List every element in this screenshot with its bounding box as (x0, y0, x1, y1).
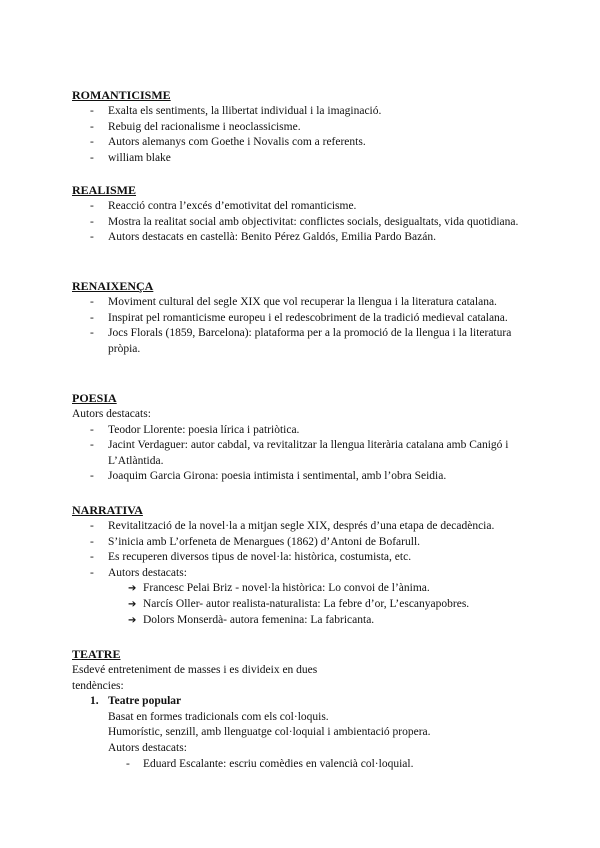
list-item-text: Rebuig del racionalisme i neoclassicisme. (108, 120, 301, 133)
list-item (72, 295, 532, 311)
list-item (72, 199, 532, 215)
list-item-text: Moviment cultural del segle XIX que vol recuperar la llengua i la literatura catalana. (108, 296, 497, 308)
bullet-dash: - (90, 423, 94, 436)
bullet-dash: - (90, 136, 94, 149)
arrow-icon: ➔ (128, 614, 137, 626)
author-text: Eduard Escalante: escriu comèdies en valencià col·loquial. (143, 757, 414, 770)
item-title: Teatre popular (108, 695, 182, 708)
heading-realisme: REALISME (72, 183, 137, 197)
bullet-dash: - (90, 105, 94, 117)
section-narrativa (72, 502, 532, 628)
teatre-intro-line1: Esdevé entreteniment de masses i es divideix en dues (72, 664, 318, 676)
heading-poesia: POESIA (72, 391, 117, 405)
section-poesia (72, 390, 532, 485)
list-item (72, 215, 532, 231)
list-item (72, 535, 532, 551)
author-text: Narcís Oller- autor realista-naturalista: La febre d’or, L’escanyapobres. (143, 597, 470, 610)
realisme-list (72, 199, 532, 246)
bullet-dash: - (90, 520, 94, 532)
list-item (72, 469, 532, 485)
heading-renaixenca: RENAIXENÇA (72, 279, 154, 293)
heading-romanticisme: ROMANTICISME (72, 88, 171, 102)
list-item (72, 120, 532, 136)
narrativa-authors-list (72, 581, 532, 628)
bullet-dash: - (90, 470, 94, 483)
list-item-text: Jacint Verdaguer: autor cabdal, va revitalitzar la llengua literària catalana amb Canigó i L’Atlàntida. (108, 439, 509, 467)
bullet-dash: - (90, 120, 94, 133)
section-renaixenca (72, 278, 532, 357)
numbered-item (72, 694, 532, 710)
author-item (72, 757, 532, 773)
author-item (72, 613, 532, 629)
list-item-text: Jocs Florals (1859, Barcelona): plataforma per a la promoció de la llengua i la literatura pròpia. (108, 327, 512, 355)
list-item-text: S’inicia amb L’orfeneta de Menargues (1862) d’Antoni de Bofarull. (108, 535, 421, 548)
bullet-dash: - (90, 200, 94, 212)
list-item (72, 550, 532, 566)
bullet-dash: - (126, 757, 130, 770)
list-item-text: Reacció contra l’excés d’emotivitat del romanticisme. (108, 200, 357, 212)
bullet-dash: - (90, 151, 94, 164)
item-number: 1. (90, 695, 99, 708)
list-item-text: Autors destacats en castellà: Benito Pérez Galdós, Emilia Pardo Bazán. (108, 231, 436, 244)
list-item (72, 438, 532, 469)
list-item (72, 151, 532, 167)
bullet-dash: - (90, 551, 94, 564)
list-item-text: Exalta els sentiments, la llibertat individual i la imaginació. (108, 105, 382, 117)
list-item-text: Joaquim Garcia Girona: poesia intimista i sentimental, amb l’obra Seidia. (108, 470, 447, 483)
heading-teatre: TEATRE (72, 647, 121, 661)
author-text: Dolors Monserdà- autora femenina: La fabricanta. (143, 613, 375, 626)
bullet-dash: - (90, 566, 94, 579)
bullet-dash: - (90, 311, 94, 324)
heading-narrativa: NARRATIVA (72, 503, 143, 517)
list-item-text: Autors alemanys com Goethe i Novalis com a referents. (108, 136, 366, 149)
list-item-text: Autors destacats: (108, 566, 187, 579)
author-text: Francesc Pelai Briz - novel·la històrica: Lo convoi de l’ànima. (143, 582, 430, 595)
list-item (72, 311, 532, 327)
bullet-dash: - (90, 231, 94, 244)
poesia-list (72, 423, 532, 485)
bullet-dash: - (90, 215, 94, 228)
list-item-text: Revitalització de la novel·la a mitjan segle XIX, després d’una etapa de decadència. (108, 520, 495, 532)
list-item-text: Inspirat pel romanticisme europeu i el redescobriment de la tradició medieval catalana. (108, 311, 508, 324)
bullet-dash: - (90, 535, 94, 548)
item-line: Autors destacats: (108, 741, 187, 754)
list-item-text: Teodor Llorente: poesia lírica i patriòtica. (108, 423, 300, 436)
list-item (72, 104, 532, 120)
arrow-icon: ➔ (128, 583, 137, 595)
author-item (72, 581, 532, 597)
romanticisme-list (72, 104, 532, 166)
section-teatre (72, 646, 532, 772)
poesia-intro: Autors destacats: (72, 408, 151, 420)
list-item-text: william blake (108, 151, 171, 164)
item-line: Basat en formes tradicionals com els col·loquis. (108, 710, 329, 723)
bullet-dash: - (90, 327, 94, 340)
bullet-dash: - (90, 296, 94, 308)
item-line: Humorístic, senzill, amb llenguatge col·loquial i ambientació propera. (108, 726, 431, 739)
bullet-dash: - (90, 439, 94, 452)
list-item (72, 423, 532, 439)
teatre-intro-line2: tendències: (72, 679, 124, 692)
section-romanticisme (72, 87, 532, 166)
list-item (72, 326, 532, 357)
list-item-text: Es recuperen diversos tipus de novel·la: històrica, costumista, etc. (108, 551, 412, 564)
list-item (72, 230, 532, 246)
arrow-icon: ➔ (128, 598, 137, 610)
list-item (72, 135, 532, 151)
list-item (72, 566, 532, 582)
author-item (72, 597, 532, 613)
narrativa-list (72, 519, 532, 581)
list-item (72, 519, 532, 535)
renaixenca-list (72, 295, 532, 357)
section-realisme (72, 182, 532, 246)
list-item-text: Mostra la realitat social amb objectivitat: conflictes socials, desigualtats, vida quotidiana. (108, 215, 519, 228)
